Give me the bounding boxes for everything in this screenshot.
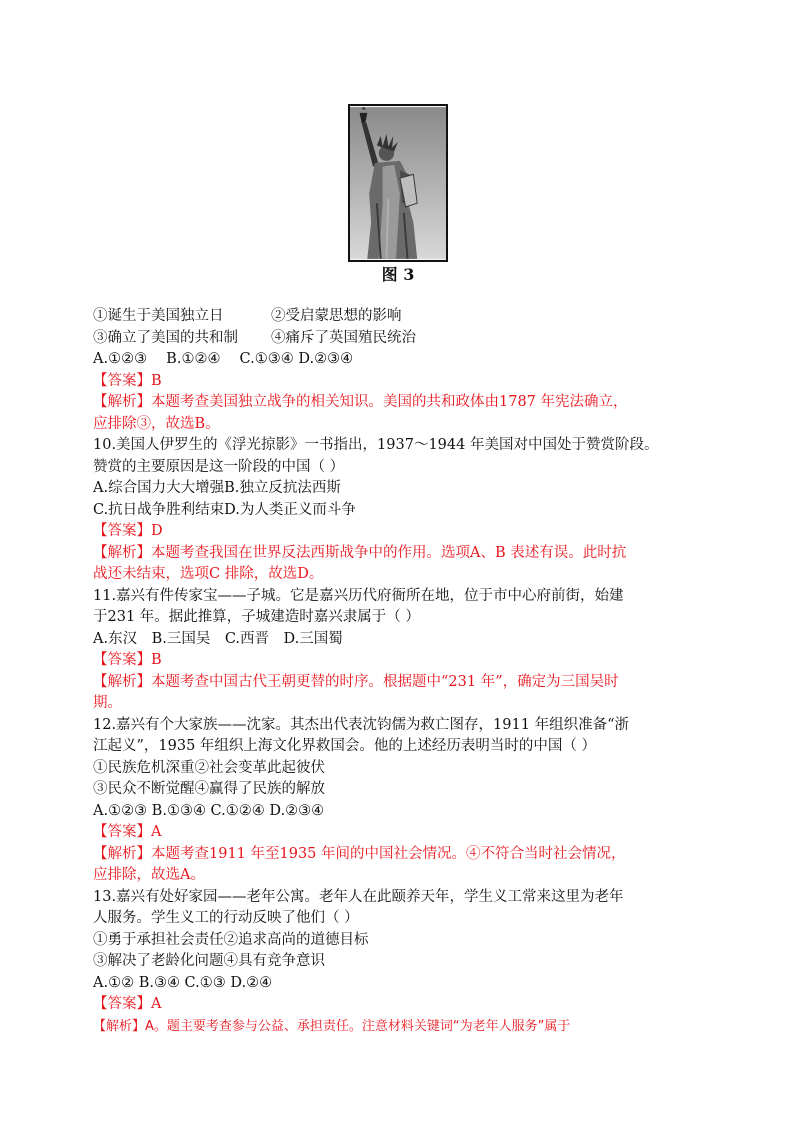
document-body xyxy=(93,306,713,1037)
analysis-line: 战还未结束，选项C 排除，故选D。 xyxy=(93,566,324,582)
question-line: 12.嘉兴有个大家族——沈家。其杰出代表沈钧儒为救亡图存，1911 年组织准备“浙 xyxy=(93,716,629,733)
choice-line: C.抗日战争胜利结束D.为人类正义而斗争 xyxy=(93,501,356,518)
question-line: 13.嘉兴有处好家园——老年公寓。老年人在此颐养天年，学生义工常来这里为老年 xyxy=(93,888,624,905)
option-line: ①勇于承担社会责任②追求高尚的道德目标 xyxy=(93,931,369,948)
analysis-line: 【解析】本题考查美国独立战争的相关知识。美国的共和政体由1787 年宪法确立， xyxy=(93,394,628,410)
choice-line: A.东汉 B.三国吴 C.西晋 D.三国蜀 xyxy=(93,630,343,647)
option-line: ①民族危机深重②社会变革此起彼伏 xyxy=(93,759,325,776)
option-line xyxy=(93,306,713,328)
analysis-line: 【解析】本题考查1911 年至1935 年间的中国社会情况。④不符合当时社会情况， xyxy=(93,845,626,862)
choice-line: A.①②③ B.①③④ C.①②④ D.②③④ xyxy=(93,802,325,819)
option-text: ②受启蒙思想的影响 xyxy=(271,308,402,324)
choice-line: A.①② B.③④ C.①③ D.②④ xyxy=(93,974,273,991)
analysis-line: 【解析】本题考查中国古代王朝更替的时序。根据题中“231 年”，确定为三国吴时 xyxy=(93,673,619,690)
question-line: 赞赏的主要原因是这一阶段的中国（ ） xyxy=(93,458,345,475)
answer-line: 【答案】B xyxy=(93,372,162,389)
analysis-line: 应排除，故选A。 xyxy=(93,867,205,883)
statue-of-liberty-icon xyxy=(350,106,446,260)
option-text: ①诞生于美国独立日 xyxy=(93,308,224,324)
choice-line: A.综合国力大大增强B.独立反抗法西斯 xyxy=(93,480,341,496)
answer-line: 【答案】A xyxy=(93,996,162,1012)
question-line: 人服务。学生义工的行动反映了他们（ ） xyxy=(93,910,359,926)
answer-line: 【答案】D xyxy=(93,523,163,539)
question-line: 11.嘉兴有件传家宝——子城。它是嘉兴历代府衙所在地，位于市中心府前街，始建 xyxy=(93,587,624,604)
statue-of-liberty-image xyxy=(348,104,448,262)
option-line: ③解决了老龄化问题④具有竞争意识 xyxy=(93,953,325,969)
figure-caption: 图 3 xyxy=(381,265,415,284)
answer-line: 【答案】B xyxy=(93,652,162,668)
analysis-line: 应排除③，故选B。 xyxy=(93,415,220,432)
option-line: ③民众不断觉醒④赢得了民族的解放 xyxy=(93,781,325,797)
question-line: 江起义”，1935 年组织上海文化界救国会。他的上述经历表明当时的中国（ ） xyxy=(93,738,597,754)
analysis-line: 【解析】A。题主要考查参与公益、承担责任。注意材料关键词“为老年人服务”属于 xyxy=(93,1018,571,1034)
choice-line: A.①②③ B.①②④ C.①③④ D.②③④ xyxy=(93,351,354,367)
analysis-line: 期。 xyxy=(93,695,122,711)
option-line xyxy=(93,328,713,350)
answer-line: 【答案】A xyxy=(93,824,162,840)
question-line: 10.美国人伊罗生的《浮光掠影》一书指出，1937～1944 年美国对中国处于赞赏阶段。 xyxy=(93,437,659,453)
option-text: ③确立了美国的共和制 xyxy=(93,329,238,346)
question-line: 于231 年。据此推算，子城建造时嘉兴隶属于（ ） xyxy=(93,609,420,625)
analysis-line: 【解析】本题考查我国在世界反法西斯战争中的作用。选项A、B 表述有误。此时抗 xyxy=(93,544,627,561)
option-text: ④痛斥了英国殖民统治 xyxy=(271,329,416,346)
